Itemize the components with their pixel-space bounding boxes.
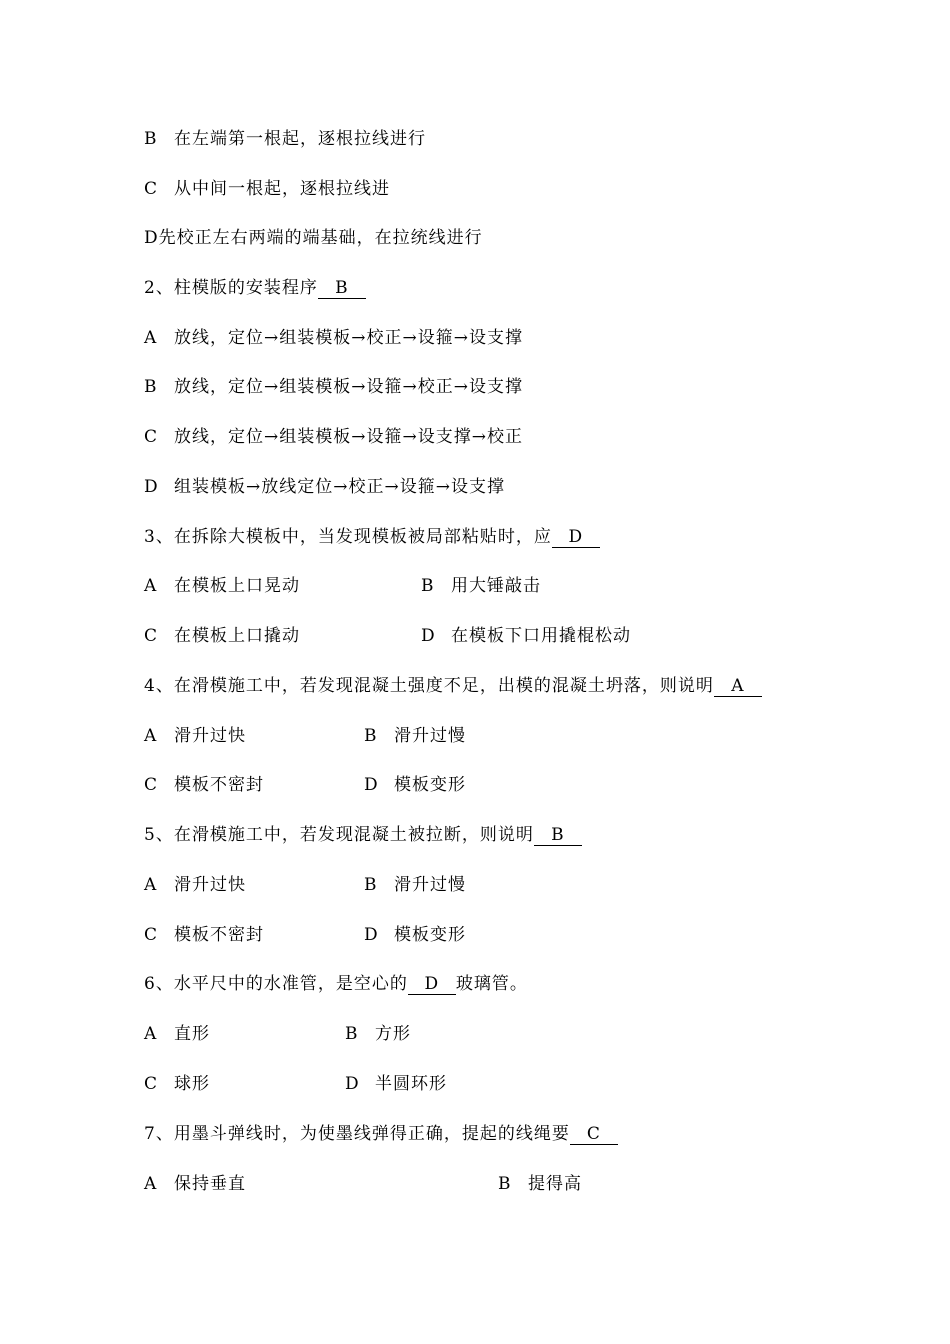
question-2-stem — [144, 276, 366, 300]
option-text: 模板变形 — [394, 775, 466, 795]
option-letter: C — [144, 427, 159, 447]
option-text: 滑升过慢 — [394, 726, 466, 746]
question-6-stem — [144, 972, 528, 996]
question-3-option-b — [421, 574, 541, 598]
question-3-stem — [144, 525, 600, 549]
question-3-option-d — [421, 624, 631, 648]
option-text: 半圆环形 — [375, 1074, 447, 1094]
option-line-c — [144, 177, 390, 201]
option-text: 模板不密封 — [174, 925, 264, 945]
question-2-option-d — [144, 475, 505, 499]
option-letter: D — [421, 626, 436, 646]
option-letter: A — [144, 875, 158, 895]
question-2-option-c — [144, 425, 523, 449]
option-letter: A — [144, 576, 158, 596]
option-text: 保持垂直 — [174, 1174, 246, 1194]
question-6-option-d — [345, 1072, 447, 1096]
question-7-stem — [144, 1122, 618, 1146]
question-stem-text: 6、水平尺中的水准管，是空心的 — [144, 974, 408, 994]
question-7-option-b — [498, 1172, 582, 1196]
option-letter: A — [144, 1174, 158, 1194]
option-letter: D — [364, 775, 379, 795]
option-text: 滑升过慢 — [394, 875, 466, 895]
option-text: 球形 — [174, 1074, 210, 1094]
option-text: 在左端第一根起，逐根拉线进行 — [174, 129, 426, 149]
option-text: 提得高 — [528, 1174, 582, 1194]
question-4-option-b — [364, 724, 466, 748]
question-2-option-a — [144, 326, 523, 350]
option-text: 在模板上口撬动 — [174, 626, 300, 646]
question-5-option-a — [144, 873, 246, 897]
question-5-option-b — [364, 873, 466, 897]
question-stem-text: 3、在拆除大模板中，当发现模板被局部粘贴时，应 — [144, 527, 552, 547]
option-letter: C — [144, 925, 159, 945]
question-4-option-a — [144, 724, 246, 748]
option-line-d — [144, 226, 483, 250]
question-5-stem — [144, 823, 582, 847]
option-line-b — [144, 127, 426, 151]
option-text: 模板变形 — [394, 925, 466, 945]
question-4-option-c — [144, 773, 264, 797]
option-letter: A — [144, 726, 158, 746]
question-stem-text: 7、用墨斗弹线时，为使墨线弹得正确，提起的线绳要 — [144, 1124, 570, 1144]
question-stem-text: 4、在滑模施工中，若发现混凝土强度不足，出模的混凝土坍落，则说明 — [144, 676, 714, 696]
option-letter: B — [421, 576, 435, 596]
option-letter: B — [364, 726, 378, 746]
question-stem-suffix: 玻璃管。 — [455, 974, 528, 994]
option-text: 放线，定位→组装模板→校正→设箍→设支撑 — [174, 328, 523, 348]
answer-blank: D — [552, 527, 600, 548]
option-letter: A — [144, 328, 158, 348]
option-text: 放线，定位→组装模板→设箍→设支撑→校正 — [174, 427, 523, 447]
option-text: 组装模板→放线定位→校正→设箍→设支撑 — [174, 477, 505, 497]
option-text: 用大锤敲击 — [451, 576, 541, 596]
option-letter: B — [144, 129, 158, 149]
option-letter: A — [144, 1024, 158, 1044]
option-letter: B — [345, 1024, 359, 1044]
option-letter: D — [345, 1074, 360, 1094]
option-letter: B — [364, 875, 378, 895]
option-letter: B — [144, 377, 158, 397]
option-text: 滑升过快 — [174, 875, 246, 895]
question-stem-text: 2、柱模版的安装程序 — [144, 278, 318, 298]
answer-blank: A — [714, 676, 762, 697]
option-text: 放线，定位→组装模板→设箍→校正→设支撑 — [174, 377, 523, 397]
option-text: 从中间一根起，逐根拉线进 — [174, 179, 390, 199]
question-5-option-c — [144, 923, 264, 947]
option-letter: B — [498, 1174, 512, 1194]
option-text: 滑升过快 — [174, 726, 246, 746]
option-text: D先校正左右两端的端基础，在拉统线进行 — [144, 228, 483, 248]
option-text: 直形 — [174, 1024, 210, 1044]
option-letter: C — [144, 179, 159, 199]
option-letter: D — [364, 925, 379, 945]
answer-blank: D — [408, 974, 456, 995]
question-2-option-b — [144, 375, 523, 399]
question-4-stem — [144, 674, 762, 698]
question-5-option-d — [364, 923, 466, 947]
option-letter: D — [144, 477, 159, 497]
question-stem-text: 5、在滑模施工中，若发现混凝土被拉断，则说明 — [144, 825, 534, 845]
option-text: 在模板下口用撬棍松动 — [451, 626, 631, 646]
option-letter: C — [144, 626, 159, 646]
option-letter: C — [144, 775, 159, 795]
question-4-option-d — [364, 773, 466, 797]
option-text: 方形 — [375, 1024, 411, 1044]
question-6-option-a — [144, 1022, 210, 1046]
question-7-option-a — [144, 1172, 246, 1196]
option-text: 在模板上口晃动 — [174, 576, 300, 596]
answer-blank: B — [318, 278, 366, 299]
option-letter: C — [144, 1074, 159, 1094]
question-3-option-a — [144, 574, 300, 598]
answer-blank: B — [534, 825, 582, 846]
option-text: 模板不密封 — [174, 775, 264, 795]
question-6-option-c — [144, 1072, 210, 1096]
question-3-option-c — [144, 624, 300, 648]
answer-blank: C — [570, 1124, 618, 1145]
question-6-option-b — [345, 1022, 411, 1046]
